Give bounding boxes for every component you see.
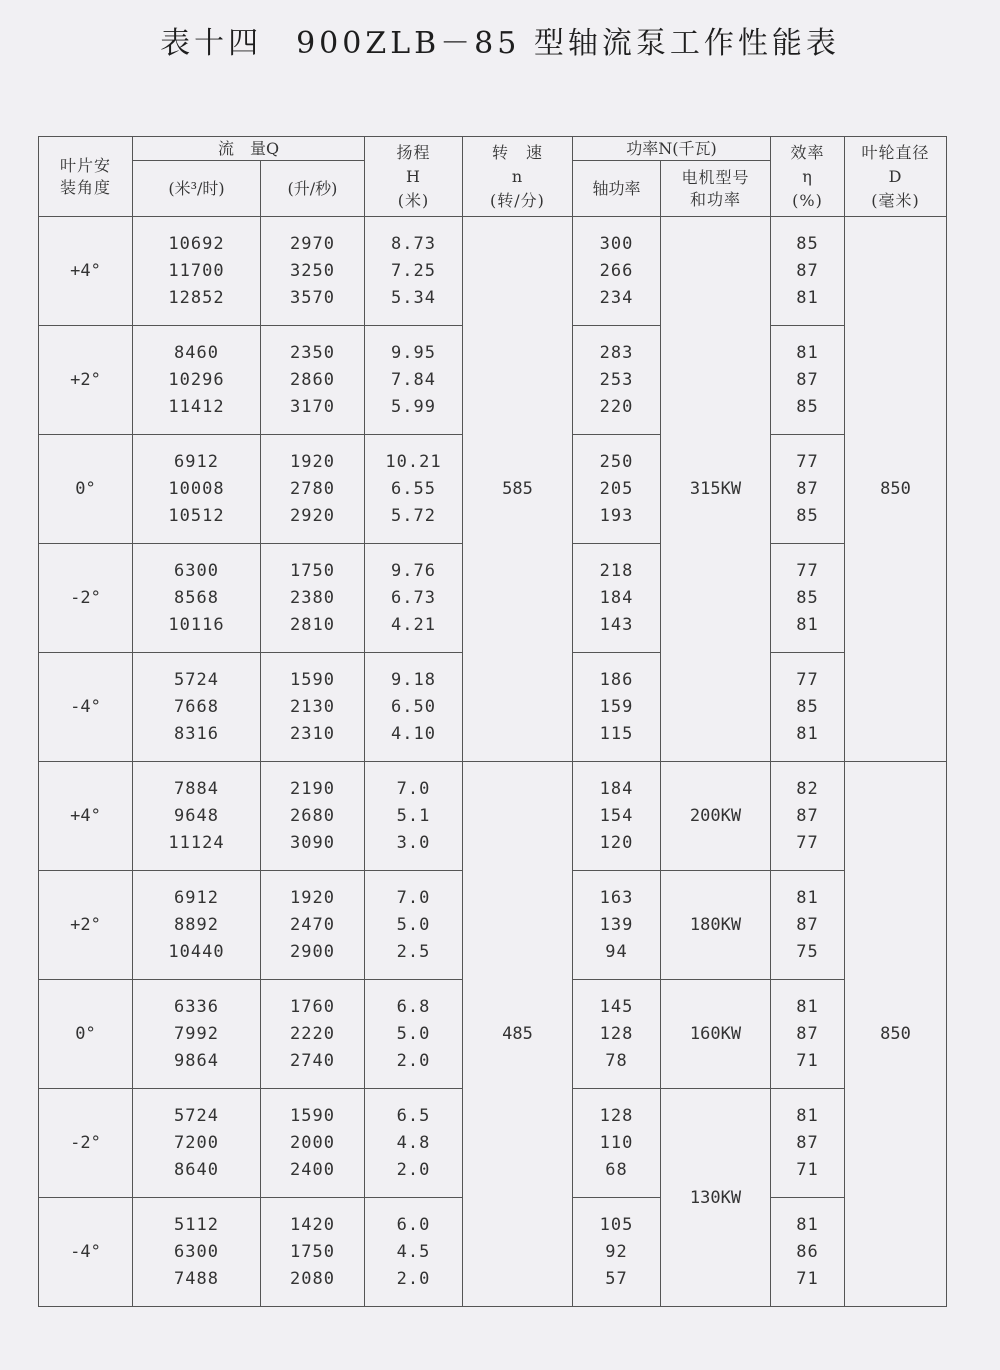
flow-ls-cell: 2190 2680 3090 xyxy=(261,762,365,871)
angle-cell: +2° xyxy=(39,871,133,980)
efficiency-cell: 77 87 85 xyxy=(771,435,845,544)
angle-cell: +4° xyxy=(39,762,133,871)
header-power: 功率N(千瓦) xyxy=(573,137,771,161)
flow-ls-cell: 2970 3250 3570 xyxy=(261,217,365,326)
header-flow-m3h: (米³/时) xyxy=(133,161,261,217)
angle-cell: -4° xyxy=(39,653,133,762)
efficiency-cell: 81 87 71 xyxy=(771,1089,845,1198)
header-impeller-diameter: 叶轮直径 D (毫米) xyxy=(845,137,947,217)
shaft-power-cell: 250 205 193 xyxy=(573,435,661,544)
flow-ls-cell: 1420 1750 2080 xyxy=(261,1198,365,1307)
flow-ls-cell: 1590 2130 2310 xyxy=(261,653,365,762)
flow-m3h-cell: 10692 11700 12852 xyxy=(133,217,261,326)
flow-m3h-cell: 8460 10296 11412 xyxy=(133,326,261,435)
flow-ls-cell: 1760 2220 2740 xyxy=(261,980,365,1089)
flow-m3h-cell: 5724 7668 8316 xyxy=(133,653,261,762)
efficiency-cell: 82 87 77 xyxy=(771,762,845,871)
shaft-power-cell: 145 128 78 xyxy=(573,980,661,1089)
efficiency-cell: 81 86 71 xyxy=(771,1198,845,1307)
flow-m3h-cell: 5724 7200 8640 xyxy=(133,1089,261,1198)
angle-cell: +4° xyxy=(39,217,133,326)
diameter-cell: 850 xyxy=(845,217,947,762)
head-cell: 8.73 7.25 5.34 xyxy=(365,217,463,326)
shaft-power-cell: 184 154 120 xyxy=(573,762,661,871)
shaft-power-cell: 300 266 234 xyxy=(573,217,661,326)
shaft-power-cell: 105 92 57 xyxy=(573,1198,661,1307)
flow-ls-cell: 2350 2860 3170 xyxy=(261,326,365,435)
efficiency-cell: 81 87 85 xyxy=(771,326,845,435)
angle-cell: -2° xyxy=(39,1089,133,1198)
flow-m3h-cell: 6912 8892 10440 xyxy=(133,871,261,980)
performance-table xyxy=(38,136,947,1307)
diameter-cell: 850 xyxy=(845,762,947,1307)
efficiency-cell: 81 87 71 xyxy=(771,980,845,1089)
flow-ls-cell: 1920 2470 2900 xyxy=(261,871,365,980)
motor-cell: 160KW xyxy=(661,980,771,1089)
motor-cell: 180KW xyxy=(661,871,771,980)
speed-cell: 485 xyxy=(463,762,573,1307)
flow-ls-cell: 1590 2000 2400 xyxy=(261,1089,365,1198)
speed-cell: 585 xyxy=(463,217,573,762)
head-cell: 9.18 6.50 4.10 xyxy=(365,653,463,762)
shaft-power-cell: 186 159 115 xyxy=(573,653,661,762)
shaft-power-cell: 128 110 68 xyxy=(573,1089,661,1198)
head-cell: 9.76 6.73 4.21 xyxy=(365,544,463,653)
flow-ls-cell: 1750 2380 2810 xyxy=(261,544,365,653)
head-cell: 9.95 7.84 5.99 xyxy=(365,326,463,435)
head-cell: 6.8 5.0 2.0 xyxy=(365,980,463,1089)
header-flow-ls: (升/秒) xyxy=(261,161,365,217)
shaft-power-cell: 163 139 94 xyxy=(573,871,661,980)
head-cell: 6.5 4.8 2.0 xyxy=(365,1089,463,1198)
motor-cell: 130KW xyxy=(661,1089,771,1307)
head-cell: 7.0 5.0 2.5 xyxy=(365,871,463,980)
page-title: 表十四 900ZLB－85 型轴流泵工作性能表 xyxy=(160,26,840,61)
header-flow: 流 量Q xyxy=(133,137,365,161)
header-head: 扬程 H (米) xyxy=(365,137,463,217)
angle-cell: -4° xyxy=(39,1198,133,1307)
motor-cell: 200KW xyxy=(661,762,771,871)
header-motor: 电机型号 和功率 xyxy=(661,161,771,217)
header-shaft-power: 轴功率 xyxy=(573,161,661,217)
motor-cell: 315KW xyxy=(661,217,771,762)
angle-cell: -2° xyxy=(39,544,133,653)
shaft-power-cell: 283 253 220 xyxy=(573,326,661,435)
angle-cell: +2° xyxy=(39,326,133,435)
efficiency-cell: 77 85 81 xyxy=(771,653,845,762)
flow-m3h-cell: 7884 9648 11124 xyxy=(133,762,261,871)
flow-m3h-cell: 6912 10008 10512 xyxy=(133,435,261,544)
angle-cell: 0° xyxy=(39,980,133,1089)
shaft-power-cell: 218 184 143 xyxy=(573,544,661,653)
angle-cell: 0° xyxy=(39,435,133,544)
flow-ls-cell: 1920 2780 2920 xyxy=(261,435,365,544)
header-efficiency: 效率 η (%) xyxy=(771,137,845,217)
flow-m3h-cell: 5112 6300 7488 xyxy=(133,1198,261,1307)
head-cell: 10.21 6.55 5.72 xyxy=(365,435,463,544)
header-blade-angle: 叶片安 装角度 xyxy=(39,137,133,217)
head-cell: 7.0 5.1 3.0 xyxy=(365,762,463,871)
header-speed: 转 速 n (转/分) xyxy=(463,137,573,217)
flow-m3h-cell: 6300 8568 10116 xyxy=(133,544,261,653)
efficiency-cell: 77 85 81 xyxy=(771,544,845,653)
efficiency-cell: 81 87 75 xyxy=(771,871,845,980)
head-cell: 6.0 4.5 2.0 xyxy=(365,1198,463,1307)
flow-m3h-cell: 6336 7992 9864 xyxy=(133,980,261,1089)
efficiency-cell: 85 87 81 xyxy=(771,217,845,326)
